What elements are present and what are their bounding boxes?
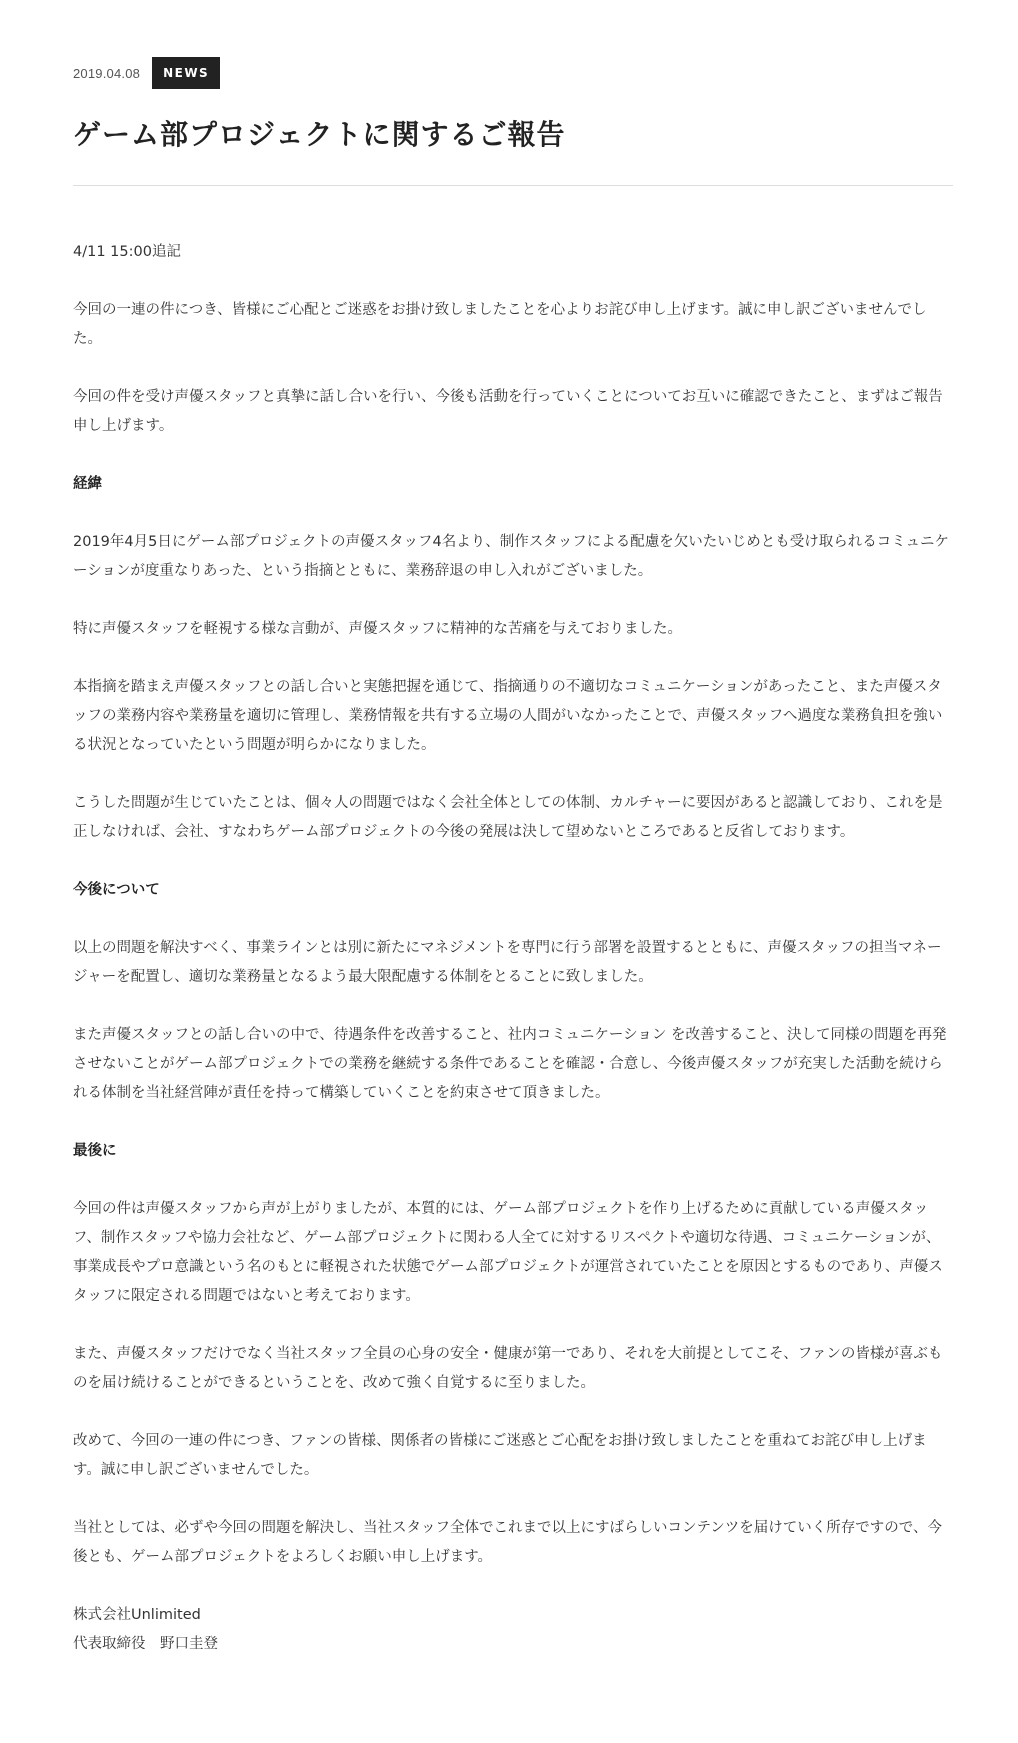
paragraph-finally-4: 当社としては、必ずや今回の問題を解決し、当社スタッフ全体でこれまで以上にすばらしいコンテンツを届けていく所存ですので、今後とも、ゲーム部プロジェクトをよろしくお願い申し上げます。 (73, 1520, 942, 1565)
paragraph-finally-3: 改めて、今回の一連の件につき、ファンの皆様、関係者の皆様にご迷惑とご心配をお掛け致しましたことを重ねてお詫び申し上げます。誠に申し訳ございませんでした。 (73, 1433, 927, 1478)
paragraph-background-2: 特に声優スタッフを軽視する様な言動が、声優スタッフに精神的な苦痛を与えておりました。 (73, 621, 682, 637)
paragraph-background-3: 本指摘を踏まえ声優スタッフとの話し合いと実態把握を通じて、指摘通りの不適切なコミュニケーションがあったこと、また声優スタッフの業務内容や業務量を適切に管理し、業務情報を共有する立場の人間がいなかったことで、声優スタッフへ過度な業務負担を強いる状況となっていたという問題が明らかになりました。 (73, 679, 943, 753)
section-heading-background: 経緯 (73, 476, 102, 492)
signature-block (73, 1601, 953, 1659)
paragraph-future-1: 以上の問題を解決すべく、事業ラインとは別に新たにマネジメントを専門に行う部署を設置するとともに、声優スタッフの担当マネージャーを配置し、適切な業務量となるよう最大限配慮する体制をとることに致しました。 (73, 940, 942, 985)
news-article (73, 0, 953, 1659)
paragraph-finally-2: また、声優スタッフだけでなく当社スタッフ全員の心身の安全・健康が第一であり、それを大前提としてこそ、ファンの皆様が喜ぶものを届け続けることができるということを、改めて強く自覚するに至りました。 (73, 1346, 943, 1391)
category-badge[interactable]: NEWS (152, 57, 220, 89)
section-heading-future: 今後について (73, 882, 160, 898)
article-date: 2019.04.08 (73, 65, 141, 81)
paragraph-background-1: 2019年4月5日にゲーム部プロジェクトの声優スタッフ4名より、制作スタッフによる配慮を欠いたいじめとも受け取られるコミュニケーションが度重なりあった、という指摘とともに、業務辞退の申し入れがございました。 (73, 534, 949, 579)
paragraph-report: 今回の件を受け声優スタッフと真摯に話し合いを行い、今後も活動を行っていくことについてお互いに確認できたこと、まずはご報告申し上げます。 (73, 389, 943, 434)
representative-name: 代表取締役 野口圭登 (73, 1636, 218, 1652)
update-note: 4/11 15:00追記 (73, 244, 181, 260)
article-meta (73, 57, 953, 89)
company-name: 株式会社Unlimited (73, 1607, 201, 1623)
paragraph-background-4: こうした問題が生じていたことは、個々人の問題ではなく会社全体としての体制、カルチャーに要因があると認識しており、これを是正しなければ、会社、すなわちゲーム部プロジェクトの今後の発展は決して望めないところであると反省しております。 (73, 795, 943, 840)
title-divider (73, 185, 953, 186)
paragraph-future-2: また声優スタッフとの話し合いの中で、待遇条件を改善すること、社内コミュニケーション を改善すること、決して同様の問題を再発させないことがゲーム部プロジェクトでの業務を継続する条件であることを確認・合意し、今後声優スタッフが充実した活動を続けられる体制を当社経営陣が責任を持って構築していくことを約束させて頂きました。 (73, 1027, 947, 1101)
paragraph-finally-1: 今回の件は声優スタッフから声が上がりましたが、本質的には、ゲーム部プロジェクトを作り上げるために貢献している声優スタッフ、制作スタッフや協力会社など、ゲーム部プロジェクトに関わる人全てに対するリスペクトや適切な待遇、コミュニケーションが、事業成長やプロ意識という名のもとに軽視された状態でゲーム部プロジェクトが運営されていたことを原因とするものであり、声優スタッフに限定される問題ではないと考えております。 (73, 1201, 943, 1304)
article-title: ゲーム部プロジェクトに関するご報告 (73, 118, 566, 151)
section-heading-finally: 最後に (73, 1143, 117, 1159)
paragraph-apology: 今回の一連の件につき、皆様にご心配とご迷惑をお掛け致しましたことを心よりお詫び申し上げます。誠に申し訳ございませんでした。 (73, 302, 927, 347)
article-body (73, 238, 953, 1659)
